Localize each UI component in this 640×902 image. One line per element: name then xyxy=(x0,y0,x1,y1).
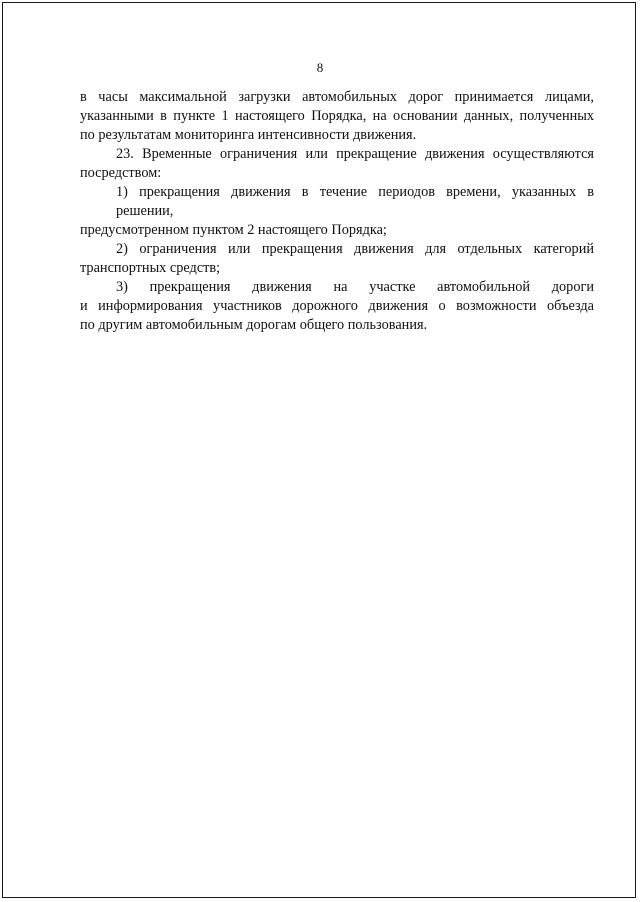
text-line: 1) прекращения движения в течение периодов времени, указанных в решении, xyxy=(116,184,594,219)
text-line: посредством: xyxy=(80,165,162,181)
text-line: 2) ограничения или прекращения движения для отдельных категорий xyxy=(116,241,594,257)
list-item-3 xyxy=(80,278,594,335)
list-item-2 xyxy=(80,240,594,278)
paragraph-item-23 xyxy=(80,145,594,183)
text-line: 23. Временные ограничения или прекращение движения осуществляются xyxy=(116,146,594,162)
text-line: транспортных средств; xyxy=(80,260,221,276)
text-line: указанными в пункте 1 настоящего Порядка, на основании данных, полученных xyxy=(80,108,594,124)
text-line: по результатам мониторинга интенсивности движения. xyxy=(80,127,417,143)
text-line: по другим автомобильным дорогам общего пользования. xyxy=(80,317,428,333)
text-line: в часы максимальной загрузки автомобильных дорог принимается лицами, xyxy=(80,89,594,105)
text-line: 3) прекращения движения на участке автомобильной дороги xyxy=(116,279,594,295)
list-item-1 xyxy=(80,183,594,240)
text-line: и информирования участников дорожного движения о возможности объезда xyxy=(80,298,594,314)
document-body xyxy=(80,88,594,335)
page-number: 8 xyxy=(316,60,324,75)
text-line: предусмотренном пунктом 2 настоящего Порядка; xyxy=(80,222,387,238)
paragraph-continuation xyxy=(80,88,594,145)
